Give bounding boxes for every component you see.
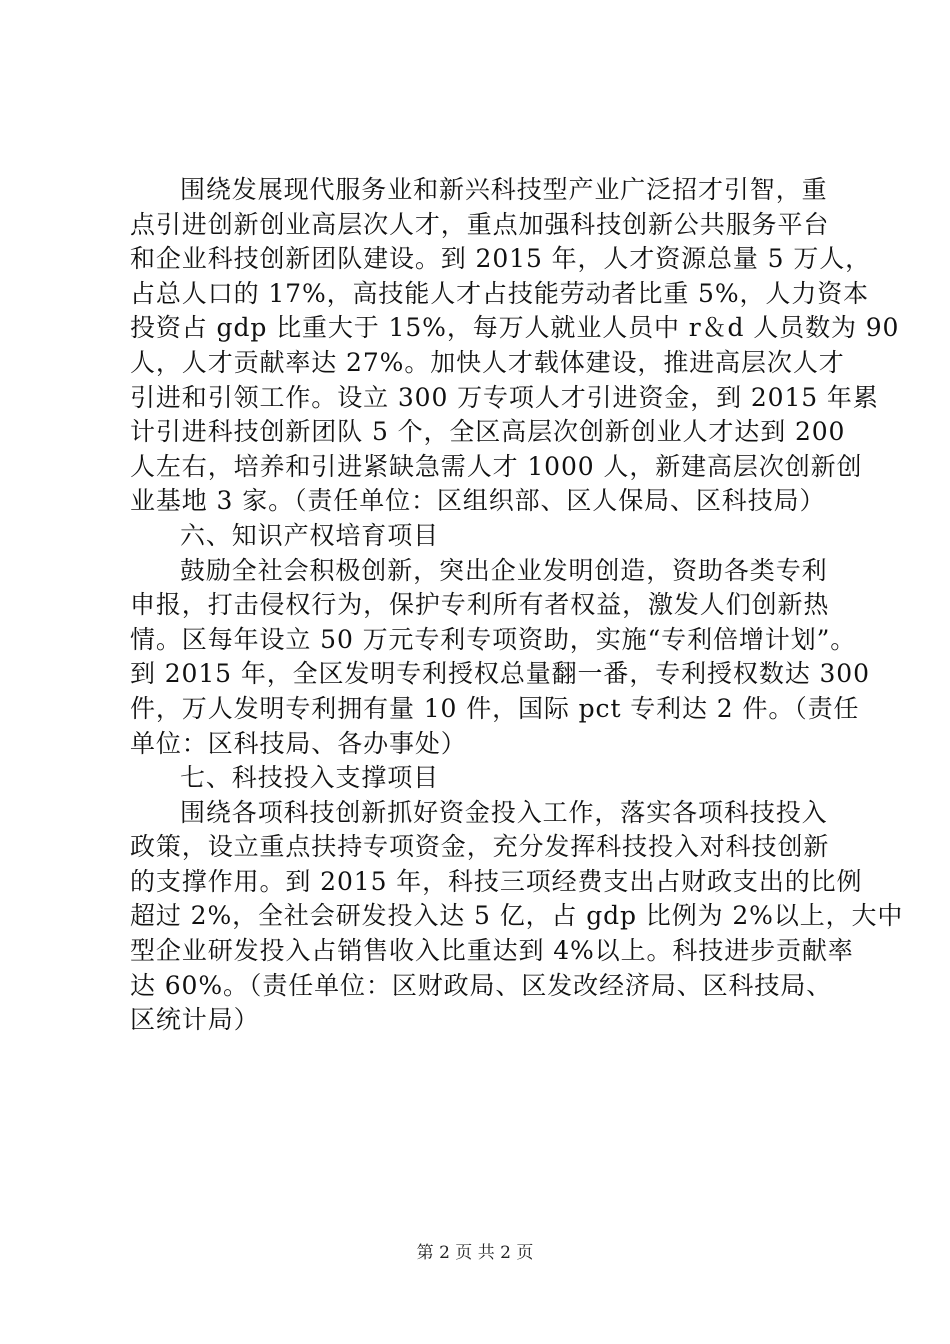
paragraph-line: 到 2015 年，全区发明专利授权总量翻一番，专利授权数达 300: [130, 659, 870, 689]
paragraph-line: 单位：区科技局、各办事处）: [130, 728, 467, 758]
paragraph-line: 情。区每年设立 50 万元专利专项资助，实施“专利倍增计划”。: [130, 624, 857, 654]
section-heading: 七、科技投入支撑项目: [180, 763, 440, 793]
paragraph-line: 人，人才贡献率达 27%。加快人才载体建设，推进高层次人才: [130, 347, 845, 377]
paragraph-line: 鼓励全社会积极创新，突出企业发明创造，资助各类专利: [180, 555, 828, 585]
paragraph-line: 人左右，培养和引进紧缺急需人才 1000 人，新建高层次创新创: [130, 451, 863, 481]
section-heading: 六、知识产权培育项目: [180, 520, 440, 550]
paragraph-line: 围绕发展现代服务业和新兴科技型产业广泛招才引智，重: [180, 175, 828, 204]
paragraph-line: 投资占 gdp 比重大于 15%，每万人就业人员中 r＆d 人员数为 90: [130, 313, 900, 343]
paragraph-line: 区统计局）: [130, 1005, 260, 1035]
paragraph-line: 型企业研发投入占销售收入比重达到 4%以上。科技进步贡献率: [130, 936, 854, 966]
paragraph-line: 占总人口的 17%，高技能人才占技能劳动者比重 5%，人力资本: [130, 278, 870, 308]
paragraph-line: 和企业科技创新团队建设。到 2015 年，人才资源总量 5 万人，: [130, 244, 872, 274]
document-body: [130, 173, 904, 1038]
paragraph-line: 超过 2%，全社会研发投入达 5 亿，占 gdp 比例为 2%以上，大中: [130, 901, 904, 931]
paragraph-line: 点引进创新创业高层次人才，重点加强科技创新公共服务平台: [130, 209, 830, 239]
paragraph-line: 引进和引领工作。设立 300 万专项人才引进资金，到 2015 年累: [130, 382, 879, 412]
page-number-footer: 第 2 页 共 2 页: [416, 1243, 534, 1263]
paragraph-line: 政策，设立重点扶持专项资金，充分发挥科技投入对科技创新: [130, 832, 830, 862]
paragraph-line: 围绕各项科技创新抓好资金投入工作，落实各项科技投入: [180, 797, 828, 827]
paragraph-line: 业基地 3 家。（责任单位：区组织部、区人保局、区科技局）: [130, 486, 826, 516]
paragraph-line: 申报，打击侵权行为，保护专利所有者权益，激发人们创新热: [130, 590, 830, 620]
paragraph-line: 计引进科技创新团队 5 个，全区高层次创新创业人才达到 200: [130, 417, 846, 447]
paragraph-line: 达 60%。（责任单位：区财政局、区发改经济局、区科技局、: [130, 970, 833, 1000]
paragraph-line: 的支撑作用。到 2015 年，科技三项经费支出占财政支出的比例: [130, 866, 863, 896]
paragraph-line: 件，万人发明专利拥有量 10 件，国际 pct 专利达 2 件。（责任: [130, 693, 860, 723]
